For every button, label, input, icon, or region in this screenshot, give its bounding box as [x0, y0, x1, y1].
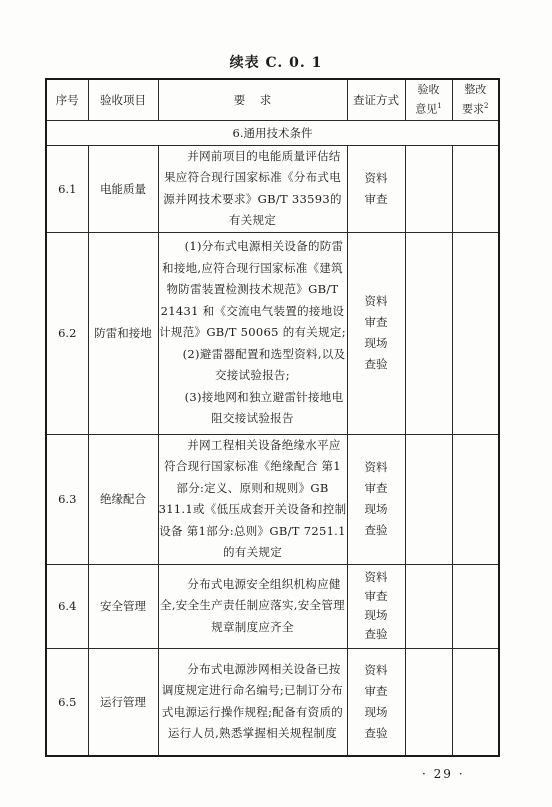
- method-line: 资料: [364, 662, 388, 677]
- row-item: 安全管理: [88, 564, 158, 648]
- requirement-paragraph: (3)接地网和独立避雷针接地电阻交接试验报告: [184, 389, 344, 426]
- method-line: 现场: [364, 502, 388, 516]
- row-requirement: [158, 232, 347, 434]
- table-row: [46, 232, 499, 434]
- acceptance-table: [45, 78, 500, 757]
- header-fix: [452, 79, 499, 120]
- table-row: [46, 145, 499, 232]
- row-method: [347, 648, 405, 756]
- header-fix-line1: 整改: [464, 83, 487, 97]
- row-method: [347, 564, 405, 648]
- method-line: 资料: [364, 460, 388, 474]
- header-fix-note: 2: [484, 102, 489, 111]
- method-line: 查验: [364, 523, 388, 537]
- row-item: 电能质量: [88, 145, 158, 232]
- row-number: 6.5: [46, 648, 88, 756]
- row-requirement: [158, 145, 347, 232]
- row-method: [347, 145, 405, 232]
- header-req: 要 求: [158, 79, 347, 120]
- row-item: 防雷和接地: [88, 232, 158, 434]
- requirement-paragraph: (2)避雷器配置和选型资料,以及交接试验报告;: [182, 346, 346, 383]
- method-line: 现场: [364, 608, 388, 622]
- header-opinion-line1: 验收: [417, 83, 440, 97]
- header-row: [46, 79, 499, 120]
- row-number: 6.3: [46, 434, 88, 564]
- row-number: 6.1: [46, 145, 88, 232]
- table-caption: 续表 C. 0. 1: [229, 55, 323, 71]
- row-number: 6.4: [46, 564, 88, 648]
- method-line: 资料: [364, 170, 388, 185]
- row-item: 绝缘配合: [88, 434, 158, 564]
- section-row: [46, 120, 499, 145]
- row-number: 6.2: [46, 232, 88, 434]
- table-row: [46, 434, 499, 564]
- requirement-paragraph: 分布式电源涉网相关设备已按调度规定进行命名编号;已制订分布式电源运行操作规程;配备有资质的运行人员,熟悉掌握相关规程制度: [161, 661, 344, 741]
- row-fix: [452, 434, 499, 564]
- row-requirement: [158, 648, 347, 756]
- header-fix-line2: 要求: [462, 103, 485, 117]
- row-item: 运行管理: [88, 648, 158, 756]
- method-line: 查验: [364, 627, 388, 641]
- method-line: 现场: [364, 336, 388, 350]
- row-method: [347, 232, 405, 434]
- header-item: 验收项目: [88, 79, 158, 120]
- method-line: 审查: [364, 191, 388, 206]
- requirement-paragraph: (1)分布式电源相关设备的防雷和接地,应符合现行国家标准《建筑物防雷装置检测技术规范》GB/T 21431 和《交流电气装置的接地设计规范》GB/T 50065 的有关规定;: [159, 239, 346, 340]
- header-opinion: [405, 79, 452, 120]
- row-fix: [452, 648, 499, 756]
- row-method: [347, 434, 405, 564]
- table-row: [46, 564, 499, 648]
- method-line: 审查: [364, 481, 388, 495]
- row-opinion: [405, 145, 452, 232]
- method-line: 资料: [364, 294, 388, 308]
- method-line: 审查: [364, 589, 388, 603]
- requirement-paragraph: 并网前项目的电能质量评估结果应符合现行国家标准《分布式电源并网技术要求》GB/T 33593的有关规定: [163, 148, 342, 227]
- header-seq: 序号: [46, 79, 88, 120]
- row-opinion: [405, 564, 452, 648]
- table-row: [46, 648, 499, 756]
- row-opinion: [405, 232, 452, 434]
- row-requirement: [158, 564, 347, 648]
- requirement-paragraph: 并网工程相关设备绝缘水平应符合现行国家标准《绝缘配合 第1部分:定义、原则和规则》GB 311.1或《低压成套开关设备和控制设备 第1部分:总则》GB/T 7251.1的有关规定: [158, 437, 347, 559]
- header-opinion-note: 1: [437, 102, 442, 111]
- row-fix: [452, 145, 499, 232]
- requirement-paragraph: 分布式电源安全组织机构应健全,安全生产责任制应落实,安全管理规章制度应齐全: [160, 576, 345, 634]
- method-line: 查验: [364, 725, 388, 740]
- header-opinion-line2: 意见: [415, 103, 438, 117]
- row-fix: [452, 232, 499, 434]
- row-requirement: [158, 434, 347, 564]
- section-title: 6.通用技术条件: [46, 120, 499, 145]
- row-fix: [452, 564, 499, 648]
- row-opinion: [405, 434, 452, 564]
- method-line: 资料: [364, 570, 388, 584]
- method-line: 审查: [364, 315, 388, 329]
- header-method: 查证方式: [347, 79, 405, 120]
- page-number: · 29 ·: [422, 767, 465, 781]
- row-opinion: [405, 648, 452, 756]
- method-line: 查验: [364, 357, 388, 371]
- method-line: 审查: [364, 683, 388, 698]
- method-line: 现场: [364, 704, 388, 719]
